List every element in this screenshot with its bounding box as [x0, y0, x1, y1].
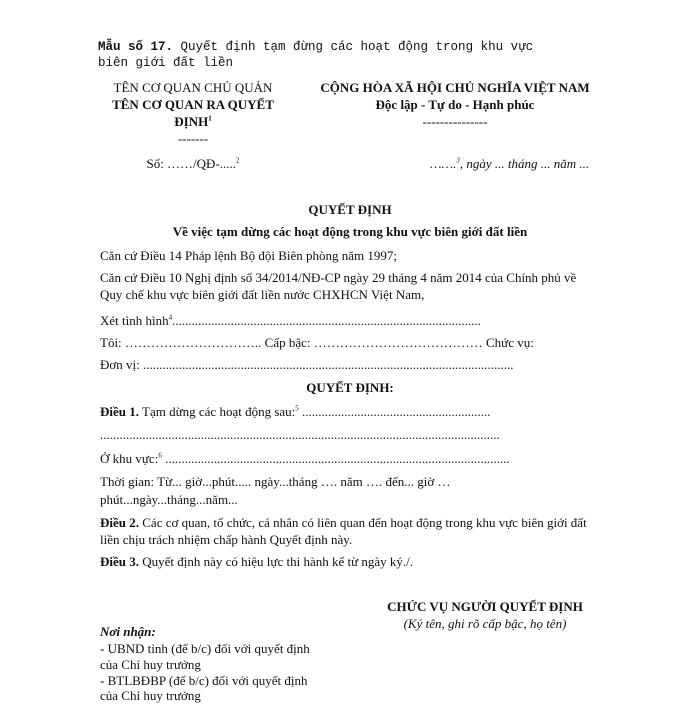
header-right-rule: ---------------	[422, 114, 488, 129]
agency-issuing: TÊN CƠ QUAN RA QUYẾT	[112, 97, 274, 112]
unit-line: Đơn vị: ..................................................................................................................	[100, 357, 514, 372]
basis-1: Căn cứ Điều 14 Pháp lệnh Bộ đội Biên phòng năm 1997;	[100, 248, 397, 263]
header-left-rule: -------	[177, 131, 209, 146]
signer-note: (Ký tên, ghi rõ cấp bậc, họ tên)	[403, 616, 567, 631]
article-3-label: Điều 3.	[100, 554, 139, 569]
article-1-label: Điều 1.	[100, 404, 139, 419]
decision-number: Số: ……/QĐ-.....$^2$	[146, 156, 240, 171]
officer-line: Tôi: ………………………….. Cấp bậc: ………………………………… Chức vụ:	[100, 335, 534, 350]
decides-heading: QUYẾT ĐỊNH:	[306, 380, 394, 395]
footnote-2: 2	[236, 156, 240, 165]
article-2: Điều 2. Các cơ quan, tổ chức, cá nhân có liên quan đến hoạt động trong khu vực biên giới đất	[100, 515, 587, 530]
article-2-label: Điều 2.	[100, 515, 139, 530]
recipient-item: - UBND tỉnh (để b/c) đối với quyết định	[100, 641, 310, 656]
time-line-2: phút...ngày...tháng...năm...	[100, 492, 238, 507]
article-1-dots-line: ...........................................................................................................................	[100, 427, 500, 442]
decision-title: QUYẾT ĐỊNH	[308, 202, 392, 217]
agency-issuing-line2: ĐỊNH$^1$	[174, 114, 212, 129]
recipient-item: - BTLBĐBP (để b/c) đối với quyết định	[100, 673, 308, 688]
form-title-text: Quyết định tạm đừng các hoạt động trong khu vực	[173, 40, 534, 54]
basis-2-line2: Quy chế khu vực biên giới đất liền nước CHXHCN Việt Nam,	[100, 287, 425, 302]
article-2-line2: liền chịu trách nhiệm chấp hành Quyết định này.	[100, 532, 353, 547]
form-number: Mẫu số 17.	[98, 40, 174, 54]
footnote-5: 5	[295, 404, 299, 413]
area-line: Ở khu vực:$^6$ ..........................................................................................................	[100, 451, 510, 466]
footnote-1: 1	[208, 114, 212, 123]
footnote-4: 4	[168, 313, 173, 322]
form-title-line2: biên giới đất liền	[98, 56, 234, 70]
country-name: CỘNG HÒA XÃ HỘI CHỦ NGHĨA VIỆT NAM	[320, 80, 590, 95]
basis-2: Căn cứ Điều 10 Nghị định số 34/2014/NĐ-CP ngày 29 tháng 4 năm 2014 của Chính phủ về	[100, 270, 577, 285]
recipient-item: của Chỉ huy trưởng	[100, 688, 201, 703]
recipient-item: của Chỉ huy trưởng	[100, 657, 201, 672]
article-1: Điều 1. Tạm dừng các hoạt động sau:$^5$ ..........................................................	[100, 404, 491, 419]
time-line: Thời gian: Từ... giờ...phút..... ngày...tháng …. năm …. đến... giờ …	[100, 474, 451, 489]
issue-date: …….$^3$, ngày ... tháng ... năm ...	[430, 156, 590, 171]
decision-subject: Về việc tạm dừng các hoạt động trong khu vực biên giới đất liền	[172, 224, 528, 239]
signer-title: CHỨC VỤ NGƯỜI QUYẾT ĐỊNH	[387, 599, 583, 614]
agency-managing: TÊN CƠ QUAN CHỦ QUẢN	[113, 80, 273, 95]
footnote-3: 3	[456, 156, 460, 165]
footnote-6: 6	[158, 451, 162, 460]
recipients-heading: Nơi nhận:	[100, 624, 156, 639]
form-title	[98, 40, 533, 54]
national-motto: Độc lập - Tự do - Hạnh phúc	[375, 97, 535, 112]
article-3: Điều 3. Quyết định này có hiệu lực thi hành kể từ ngày ký./.	[100, 554, 414, 569]
situation-line: Xét tình hình$^4$...............................................................................................	[100, 313, 481, 328]
